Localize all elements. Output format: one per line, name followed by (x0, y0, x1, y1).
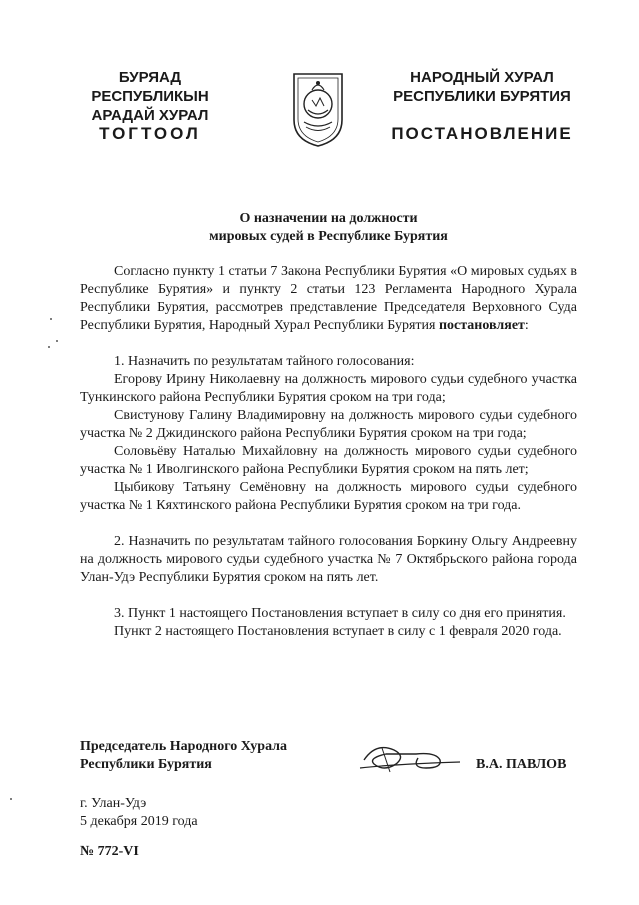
header-left-line2: АРАДАЙ ХУРАЛ (91, 107, 209, 124)
document-place-date (80, 795, 198, 831)
document-body (80, 263, 577, 641)
item-3-second-paragraph: Пункт 2 настоящего Постановления вступает в силу с 1 февраля 2020 года. (114, 624, 562, 639)
signatory-position-line2: Республики Бурятия (80, 757, 212, 772)
handwritten-signature-icon (356, 738, 466, 778)
preamble-decision-word: постановляет (438, 318, 525, 333)
signatory-name: В.А. ПАВЛОВ (476, 757, 567, 772)
document-date: 5 декабря 2019 года (80, 814, 198, 829)
item-1-appointee-2: Свистунову Галину Владимировну на должность мирового судьи судебного участка № 2 Джидинского района Республики Бурятия сроком на три года; (80, 408, 577, 441)
preamble-paragraph (80, 263, 577, 335)
document-city: г. Улан-Удэ (80, 796, 147, 811)
scan-speck (50, 318, 52, 320)
item-2-paragraph: 2. Назначить по результатам тайного голосования Боркину Ольгу Андреевну на должность мирового судьи судебного участка № 7 Октябрьского района города Улан-Удэ Республики Бурятия сроком на пять лет. (80, 534, 577, 585)
header-left-org (60, 68, 240, 125)
document-title (80, 210, 577, 246)
item-1-appointee-4: Цыбикову Татьяну Семёновну на должность мирового судьи судебного участка № 1 Кяхтинского района Республики Бурятия сроком на три года. (80, 480, 577, 513)
scan-speck (10, 798, 12, 800)
header-right-line2: РЕСПУБЛИКИ БУРЯТИЯ (393, 88, 571, 105)
header-left-doc-type: ТОГТООЛ (99, 124, 201, 143)
scan-speck (48, 346, 50, 348)
item-1-heading: 1. Назначить по результатам тайного голосования: (114, 354, 415, 369)
signatory-position-line1: Председатель Народного Хурала (80, 739, 288, 754)
item-1-appointee-1: Егорову Ирину Николаевну на должность мирового судьи судебного участка Тункинского района Республики Бурятия сроком на три года; (80, 372, 577, 405)
title-line2: мировых судей в Республике Бурятия (209, 229, 448, 244)
header-right-line1: НАРОДНЫЙ ХУРАЛ (410, 69, 554, 86)
document-number: № 772-VI (80, 844, 139, 859)
title-line1: О назначении на должности (239, 211, 418, 226)
header-right-org (372, 68, 592, 106)
header-left-line1: БУРЯАД РЕСПУБЛИКЫН (91, 69, 209, 105)
scan-speck (56, 340, 58, 342)
coat-of-arms-icon (290, 70, 346, 148)
item-3-paragraph: 3. Пункт 1 настоящего Постановления вступает в силу со дня его принятия. (114, 606, 566, 621)
item-1-appointee-3: Соловьёву Наталью Михайловну на должность мирового судьи судебного участка № 1 Иволгинского района Республики Бурятия сроком на пять лет; (80, 444, 577, 477)
preamble-text: Согласно пункту 1 статьи 7 Закона Республики Бурятия «О мировых судьях в Республике Бурятия» и пункту 2 статьи 123 Регламента Народного Хурала Республики Бурятия, рассмотрев представление Председателя Верховного Суда Республики Бурятия, Народный Хурал Республики Бурятия (80, 264, 577, 333)
preamble-end: : (524, 318, 529, 333)
header-right-doc-type: ПОСТАНОВЛЕНИЕ (391, 124, 573, 143)
signatory-position (80, 738, 340, 774)
